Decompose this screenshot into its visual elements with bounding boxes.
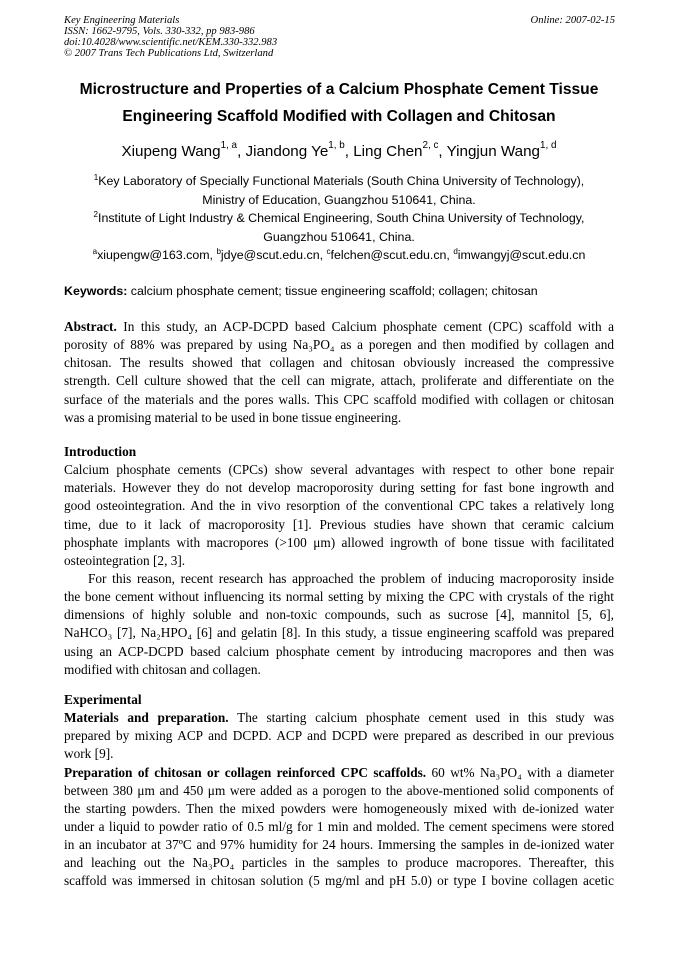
body-text: good osteointegration. And the in vivo resorption of the conventional CPC takes a relatively long (64, 498, 614, 514)
introduction-line (64, 661, 614, 679)
author: Jiandong Ye$^{1, b}$, (245, 140, 354, 160)
experimental-line (64, 764, 614, 782)
introduction-line (64, 643, 614, 661)
body-text: dimensions of highly soluble and non-toxic compounds, such as sucrose [4], mannitol [5, 6], (64, 607, 614, 623)
body-text: For this reason, recent research has approached the problem of inducing macroporosity inside (88, 570, 614, 586)
introduction-line (64, 497, 614, 515)
body-text: 60 wt% Na₃PO₄ with a diameter (426, 764, 614, 780)
body-text: surface of the materials and the pores walls. This CPC scaffold modified with collagen or chitosan (64, 391, 614, 407)
keywords (64, 284, 538, 298)
introduction-line (64, 516, 614, 534)
introduction-line (64, 461, 614, 479)
paper-title-line-2: Engineering Scaffold Modified with Collagen and Chitosan (122, 108, 556, 125)
body-text: the starting powders. Then the mixed powders were homogeneously mixed with de-ionized water (64, 800, 614, 816)
keywords-label: Keywords: (64, 284, 128, 298)
introduction-line (64, 534, 614, 552)
introduction-line (64, 552, 614, 570)
body-text: porosity of 88% was prepared by using Na₃PO₄ as a poregen and then modified by collagen and (64, 337, 614, 353)
introduction-line (64, 443, 614, 461)
body-text: strength. Cell culture showed that the cell can migrate, attach, proliferate and differentiate on the (64, 373, 614, 389)
run-in-heading: Preparation of chitosan or collagen reinforced CPC scaffolds. (64, 764, 427, 780)
body-text: materials. However they do not develop macroporosity during setting for fast bone ingrowth and (64, 480, 614, 496)
email-list: $^a$xiupengw@163.com, $^b$jdye@scut.edu.cn, $^c$felchen@scut.edu.cn, $^d$imwangyj@scut.edu.cn (92, 247, 586, 262)
body-text: The starting calcium phosphate cement used in this study was (228, 710, 615, 726)
journal-copyright: © 2007 Trans Tech Publications Ltd, Switzerland (64, 48, 274, 59)
body-text: and leaching out the Na₃PO₄ particles in the samples to produce macropores. Thereafter, this (64, 855, 614, 871)
journal-issn: ISSN: 1662-9795, Vols. 330-332, pp 983-986 (64, 26, 255, 37)
body-text: work [9]. (64, 746, 114, 762)
experimental-section (64, 691, 614, 891)
body-text: phosphate implants with macropores (>100 μm) allowed ingrowth of bone tissue with facilitated (64, 534, 614, 550)
online-date: Online: 2007-02-15 (530, 15, 615, 26)
introduction-line (64, 570, 614, 588)
experimental-line (64, 782, 614, 800)
journal-info (64, 15, 277, 59)
abstract-section (64, 318, 614, 427)
affiliation-line: $^2$Institute of Light Industry & Chemical Engineering, South China University of Technology, (93, 210, 585, 225)
abstract-line (64, 372, 614, 390)
affiliation-line: Guangzhou 510641, China. (263, 229, 415, 244)
affiliation-line: Ministry of Education, Guangzhou 510641, China. (202, 192, 476, 207)
email[interactable]: felchen@scut.edu.cn, (330, 248, 454, 262)
experimental-line (64, 836, 614, 854)
paper-title-line-1: Microstructure and Properties of a Calcium Phosphate Cement Tissue (79, 81, 599, 98)
body-text: between 380 μm and 450 μm were added as a porogen to the above-mentioned solid components of (64, 782, 614, 798)
body-text: Calcium phosphate cements (CPCs) show several advantages with respect to other bone repair (64, 462, 614, 478)
body-text: prepared by mixing ACP and DCPD. ACP and DCPD were prepared as described in our previous (64, 728, 614, 744)
experimental-line (64, 818, 614, 836)
body-text: osteointegration [2, 3]. (64, 552, 186, 568)
introduction-section (64, 443, 614, 679)
section-heading: Introduction (64, 444, 137, 459)
abstract-line (64, 336, 614, 354)
body-text: under a liquid to powder ratio of 0.5 ml/g for 1 min and molded. The cement specimens were stored (64, 818, 614, 834)
section-heading: Experimental (64, 692, 142, 707)
author: Ling Chen$^{2, c}$, (353, 140, 447, 160)
abstract-line (64, 409, 614, 427)
body-text: the bone cement without influencing its normal setting by mixing the CPC with crystals of the right (64, 589, 614, 605)
affiliation-line: $^1$Key Laboratory of Specially Functional Materials (South China University of Technology), (93, 173, 585, 188)
experimental-line (64, 872, 614, 890)
affiliations (0, 172, 678, 265)
author-list (0, 140, 678, 160)
run-in-heading: Abstract. (64, 319, 117, 334)
experimental-line (64, 727, 614, 745)
introduction-line (64, 588, 614, 606)
abstract-line (64, 354, 614, 372)
email[interactable]: imwangyj@scut.edu.cn (457, 248, 586, 262)
keywords-text: calcium phosphate cement; tissue engineering scaffold; collagen; chitosan (127, 284, 538, 298)
introduction-line (64, 624, 614, 642)
author: Xiupeng Wang$^{1, a}$, (121, 140, 246, 160)
body-text: scaffold was immersed in chitosan solution (5 mg/ml and pH 5.0) or type I bovine collagen acetic (64, 873, 614, 889)
email[interactable]: xiupengw@163.com, (97, 248, 217, 262)
body-text: modified with chitosan and collagen. (64, 661, 261, 677)
author: Yingjun Wang$^{1, d}$ (446, 140, 557, 160)
experimental-line (64, 854, 614, 872)
experimental-line (64, 691, 614, 709)
journal-name: Key Engineering Materials (64, 15, 180, 26)
body-text: time, due to it lack of macroporosity [1]. Previous studies have shown that ceramic calcium (64, 516, 614, 532)
introduction-line (64, 479, 614, 497)
body-text: In this study, an ACP-DCPD based Calcium phosphate cement (CPC) scaffold with a (116, 319, 614, 334)
body-text: in an incubator at 37ºC and 97% humidity for 24 hours. Immersing the samples in de-ionized water (64, 837, 614, 853)
email[interactable]: jdye@scut.edu.cn, (220, 248, 327, 262)
experimental-line (64, 800, 614, 818)
introduction-line (64, 606, 614, 624)
abstract-line (64, 318, 614, 336)
body-text: using an ACP-DCPD based calcium phosphate cement by introducing macropores and then was (64, 643, 614, 659)
experimental-line (64, 745, 614, 763)
abstract-line (64, 391, 614, 409)
experimental-line (64, 709, 614, 727)
body-text: was a promising material to be used in bone tissue engineering. (64, 409, 402, 425)
run-in-heading: Materials and preparation. (64, 710, 229, 726)
body-text: NaHCO₃ [7], Na₂HPO₄ [6] and gelatin [8]. In this study, a tissue engineering scaffold was prepared (64, 625, 614, 641)
body-text: chitosan. The results showed that collagen and chitosan obviously increased the compressive (64, 355, 614, 371)
journal-doi: doi:10.4028/www.scientific.net/KEM.330-332.983 (64, 37, 278, 48)
